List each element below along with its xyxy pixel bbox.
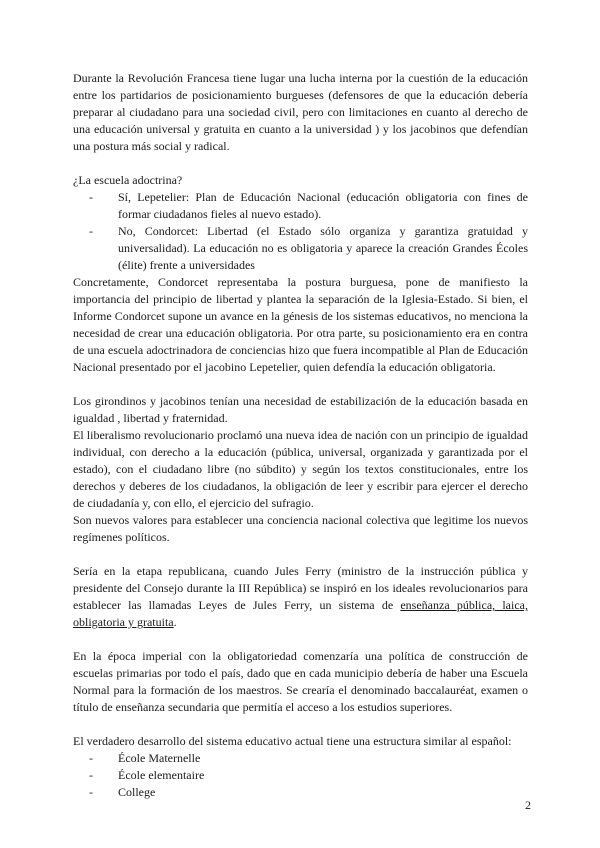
spacer (73, 546, 528, 563)
list-item: - École elementaire (89, 767, 528, 784)
list-item: - College (89, 784, 528, 801)
jules-ferry-period: . (173, 615, 177, 629)
education-levels-list (73, 750, 528, 801)
values-paragraph: Son nuevos valores para establecer una conciencia nacional colectiva que legitime los nuevos regímenes políticos. (73, 513, 528, 544)
condorcet-paragraph: Concretamente, Condorcet representaba la postura burguesa, pone de manifiesto la importancia del principio de libertad y plantea la separación de la Iglesia-Estado. Si bien, el Informe Condorcet supone un avance en la génesis de los sistemas educativos, no menciona la necesidad de crear una educación obligatoria. Por otra parte, su posicionamiento era en contra de una escuela adoctrinadora de conciencias hizo que fuera incompatible al Plan de Educación Nacional presentado por el jacobino Lepetelier, quien defendía la educación obligatoria. (73, 275, 528, 374)
structure-paragraph: El verdadero desarrollo del sistema educativo actual tiene una estructura similar al español: (73, 734, 512, 748)
page-number: 2 (525, 798, 531, 812)
list-item: - Sí, Lepetelier: Plan de Educación Nacional (educación obligatoria con fines de formar ciudadanos fieles al nuevo estado). (89, 189, 528, 223)
spacer (73, 376, 528, 393)
spacer (73, 716, 528, 733)
jules-ferry-text: Sería en la etapa republicana, cuando Jules Ferry (ministro de la instrucción pública y presidente del Consejo durante la III República) se inspiró en los ideales revolucionarios para establecer las llamadas Leyes de Jules Ferry, un sistema de (73, 564, 528, 612)
jules-ferry-paragraph (73, 563, 528, 631)
document-body (73, 70, 528, 801)
question-heading: ¿La escuela adoctrina? (73, 173, 183, 187)
liberalism-paragraph: El liberalismo revolucionario proclamó una nueva idea de nación con un principio de igualdad individual, con derecho a la educación (pública, universal, organizada y garantizada por el estado), con el ciudadano libre (no súbdito) y según los textos constitucionales, entre los derechos y deberes de los ciudadanos, la obligación de leer y escribir para ejercer el derecho de ciudadanía y, con ello, el ejercicio del sufragio. (73, 428, 528, 510)
intro-paragraph: Durante la Revolución Francesa tiene lugar una lucha interna por la cuestión de la educación entre los partidarios de posicionamiento burgueses (defensores de que la educación debería preparar al ciudadano para una sociedad civil, pero con limitaciones en cuanto al derecho de una educación universal y gratuita en cuanto a la universidad ) y los jacobinos que defendían una postura más social y radical. (73, 71, 528, 153)
question-answers-list (73, 189, 528, 274)
spacer (73, 631, 528, 648)
girondinos-paragraph: Los girondinos y jacobinos tenían una necesidad de estabilización de la educación basada en igualdad , libertad y fraternidad. (73, 394, 528, 425)
list-item: - No, Condorcet: Libertad (el Estado sólo organiza y garantiza gratuidad y universalidad). La educación no es obligatoria y aparece la creación Grandes Écoles (élite) frente a universidades (89, 223, 528, 274)
underlined-phrase: enseñanza pública, laica, obligatoria y gratuita (73, 598, 528, 629)
spacer (73, 155, 528, 172)
list-item: - École Maternelle (89, 750, 528, 767)
imperial-paragraph: En la época imperial con la obligatoriedad comenzaría una política de construcción de escuelas primarias por todo el país, dado que en cada municipio debería de haber una Escuela Normal para la formación de los maestros. Se crearía el denominado baccalauréat, examen o título de enseñanza secundaria que permitía el acceso a los estudios superiores. (73, 649, 528, 714)
